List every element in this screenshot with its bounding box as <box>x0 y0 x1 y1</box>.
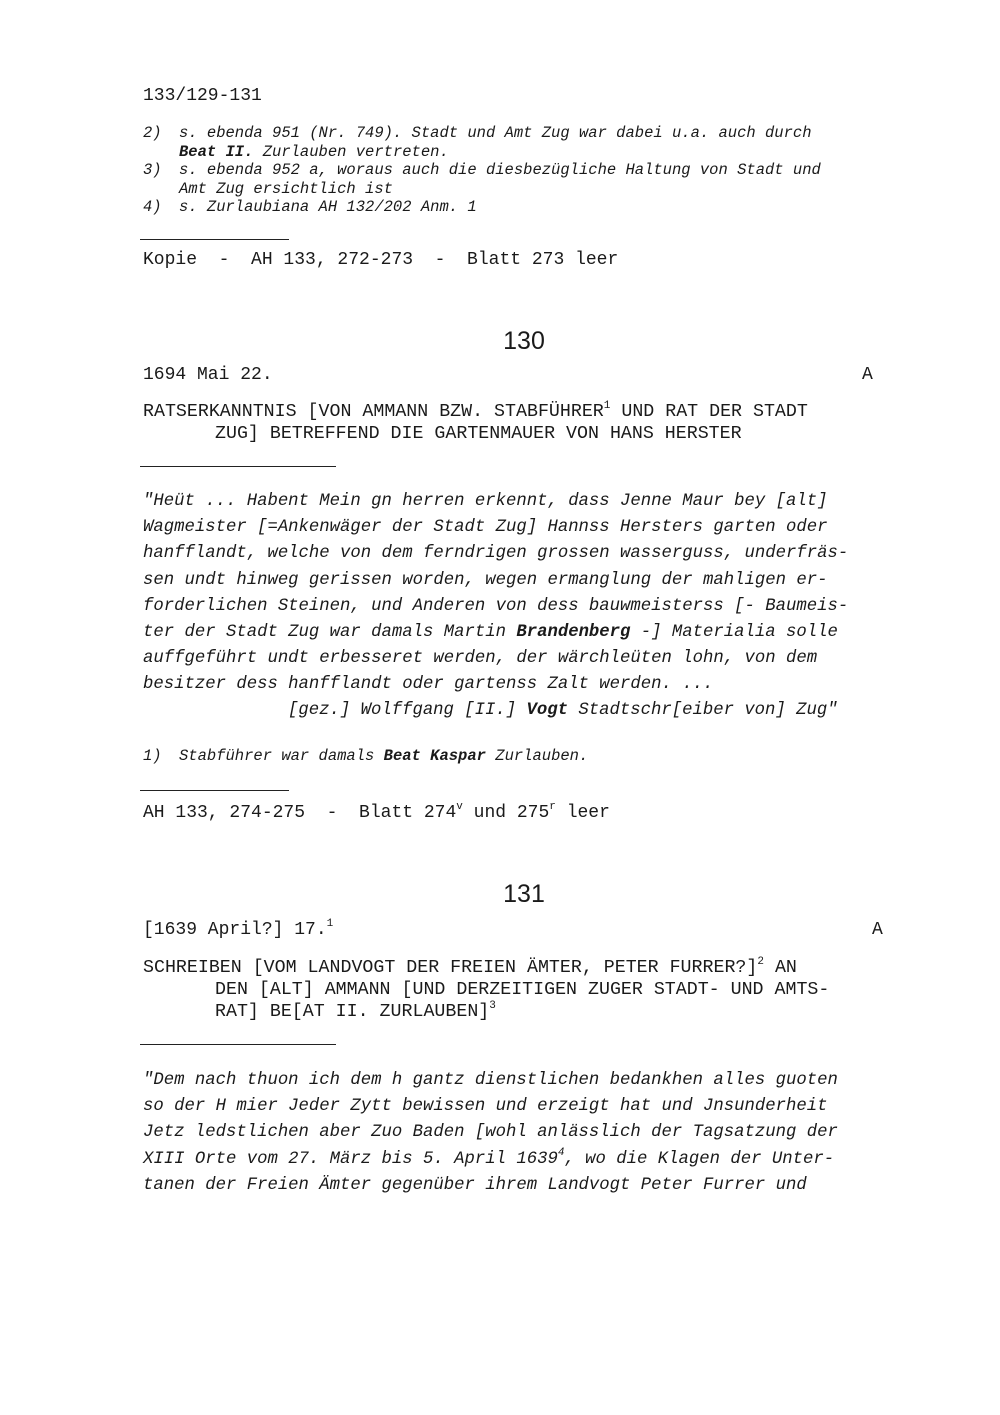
text-run: tanen der Freien Ämter gegenüber ihrem Landvogt Peter Furrer und <box>143 1175 807 1195</box>
document-number-130: 130 <box>503 327 545 355</box>
quote-text-130 <box>143 489 848 699</box>
superscript-marker: 1 <box>326 918 334 930</box>
text-run: ter der Stadt Zug war damals Martin <box>143 623 517 643</box>
superscript-marker: 1 <box>603 400 611 412</box>
bold-name: Brandenberg <box>516 623 631 643</box>
text-run: -] Materialia solle <box>630 623 838 643</box>
text-run: leer <box>555 803 610 823</box>
source-note-top: Kopie - AH 133, 272-273 - Blatt 273 leer <box>143 250 619 270</box>
superscript-marker: 2 <box>757 956 764 968</box>
quote-line <box>143 568 848 594</box>
bold-name: Beat II. <box>179 142 254 161</box>
footnote-130 <box>143 747 588 766</box>
text-run: "Heüt ... Habent Mein gn herren erkennt, dass Jenne Maur bey [alt] <box>143 492 828 511</box>
title-divider-131 <box>140 1044 336 1045</box>
text-run: RATSERKANNTNIS [VON AMMANN BZW. STABFÜHRER <box>143 402 604 422</box>
document-title-130 <box>143 401 808 445</box>
text-run: besitzer dess hanfflandt oder gartenss Zalt werden. ... <box>143 675 714 695</box>
text-run: Zurlauben. <box>485 747 589 765</box>
text-run: s. Zurlaubiana AH 132/202 Anm. 1 <box>179 198 477 216</box>
text-run: SCHREIBEN [VOM LANDVOGT DER FREIEN ÄMTER, PETER FURRER?] <box>143 958 758 978</box>
document-type-130: A <box>862 365 873 385</box>
quote-line <box>143 1173 838 1199</box>
document-date-130: 1694 Mai 22. <box>143 365 273 385</box>
previous-footnotes <box>143 124 821 217</box>
signature-130 <box>288 698 838 724</box>
footnote-divider-130 <box>140 790 289 791</box>
document-date-131 <box>143 920 333 940</box>
footnote-number: 3) <box>143 161 162 179</box>
text-run: so der H mier Jeder Zytt bewissen und erzeigt hat und Jnsunderheit <box>143 1097 828 1117</box>
text-run: , wo die Klagen der Unter- <box>564 1149 835 1169</box>
footnote-line <box>143 198 821 217</box>
quote-line <box>143 1094 838 1120</box>
quote-line <box>143 541 848 567</box>
text-run: Wagmeister [=Ankenwäger der Stadt Zug] Hannss Hersters garten oder <box>143 518 828 538</box>
quote-line <box>143 646 848 672</box>
text-run: s. ebenda 952 a, woraus auch die diesbezügliche Haltung von Stadt und <box>179 161 821 179</box>
text-run: hanfflandt, welche von dem ferndrigen grossen wasserguss, underfräs- <box>143 544 849 564</box>
quote-line <box>143 489 848 515</box>
text-run: sen undt hinweg gerissen worden, wegen ermanglung der mahligen er- <box>143 570 828 590</box>
title-divider-130 <box>140 466 336 467</box>
footnote-line <box>143 180 821 199</box>
text-run: "Dem nach thuon ich dem h gantz dienstlichen bedankhen alles guoten <box>143 1071 838 1090</box>
quote-line <box>143 1068 838 1094</box>
footnote-number: 2) <box>143 124 162 142</box>
text-run: Zurlauben vertreten. <box>253 142 449 161</box>
bold-name: Vogt <box>526 701 569 720</box>
document-type-131: A <box>872 920 883 940</box>
footnote-number: 4) <box>143 198 162 216</box>
quote-line <box>143 620 848 646</box>
quote-line <box>143 594 848 620</box>
text-run: Stabführer war damals <box>179 747 384 765</box>
quote-text-131 <box>143 1068 838 1199</box>
text-run: forderlichen Steinen, und Anderen von dess bauwmeisterss [- Baumeis- <box>143 596 849 616</box>
source-note-130 <box>143 803 610 823</box>
text-run: Jetz ledstlichen aber Zuo Baden [wohl anlässlich der Tagsatzung der <box>143 1123 838 1143</box>
superscript-marker: 3 <box>489 1000 496 1012</box>
title-line <box>143 1001 829 1023</box>
quote-line <box>143 1147 838 1173</box>
title-line <box>143 423 808 445</box>
document-title-131 <box>143 957 829 1023</box>
text-run: AN <box>763 958 797 978</box>
text-run: AH 133, 274-275 - Blatt 274 <box>143 803 457 823</box>
quote-line <box>143 1120 838 1146</box>
footnote-line <box>143 161 821 180</box>
text-run: auffgeführt undt erbesseret werden, der wärchleüten lohn, von dem <box>143 649 818 669</box>
document-number-131: 131 <box>503 880 545 908</box>
title-line <box>143 957 829 979</box>
text-run: [gez.] Wolffgang [II.] <box>288 701 527 720</box>
text-run: RAT] BE[AT II. ZURLAUBEN] <box>215 1002 490 1022</box>
text-run: ZUG] BETREFFEND DIE GARTENMAUER VON HANS HERSTER <box>215 424 742 444</box>
superscript-marker: r <box>549 801 556 813</box>
text-run: s. ebenda 951 (Nr. 749). Stadt und Amt Zug war dabei u.a. auch durch <box>179 124 812 142</box>
superscript-marker: 4 <box>557 1146 565 1159</box>
text-run: [1639 April?] 17. <box>143 920 327 940</box>
text-run: DEN [ALT] AMMANN [UND DERZEITIGEN ZUGER STADT- UND AMTS- <box>215 980 830 1000</box>
text-run: und 275 <box>462 803 550 823</box>
title-line <box>143 979 829 1001</box>
title-line <box>143 401 808 423</box>
text-run: UND RAT DER STADT <box>610 402 808 422</box>
quote-line <box>143 672 848 698</box>
bold-name: Beat Kaspar <box>383 747 486 765</box>
page-reference: 133/129-131 <box>143 86 262 106</box>
text-run: Amt Zug ersichtlich ist <box>179 179 393 198</box>
footnote-line <box>143 124 821 143</box>
footnote-number: 1) <box>143 747 162 765</box>
footnote-line <box>143 143 821 162</box>
text-run: Stadtschr[eiber von] Zug" <box>568 701 838 720</box>
quote-line <box>143 515 848 541</box>
text-run: XIII Orte vom 27. März bis 5. April 1639 <box>143 1149 558 1169</box>
superscript-marker: v <box>456 801 463 813</box>
footnote-divider <box>140 239 289 240</box>
